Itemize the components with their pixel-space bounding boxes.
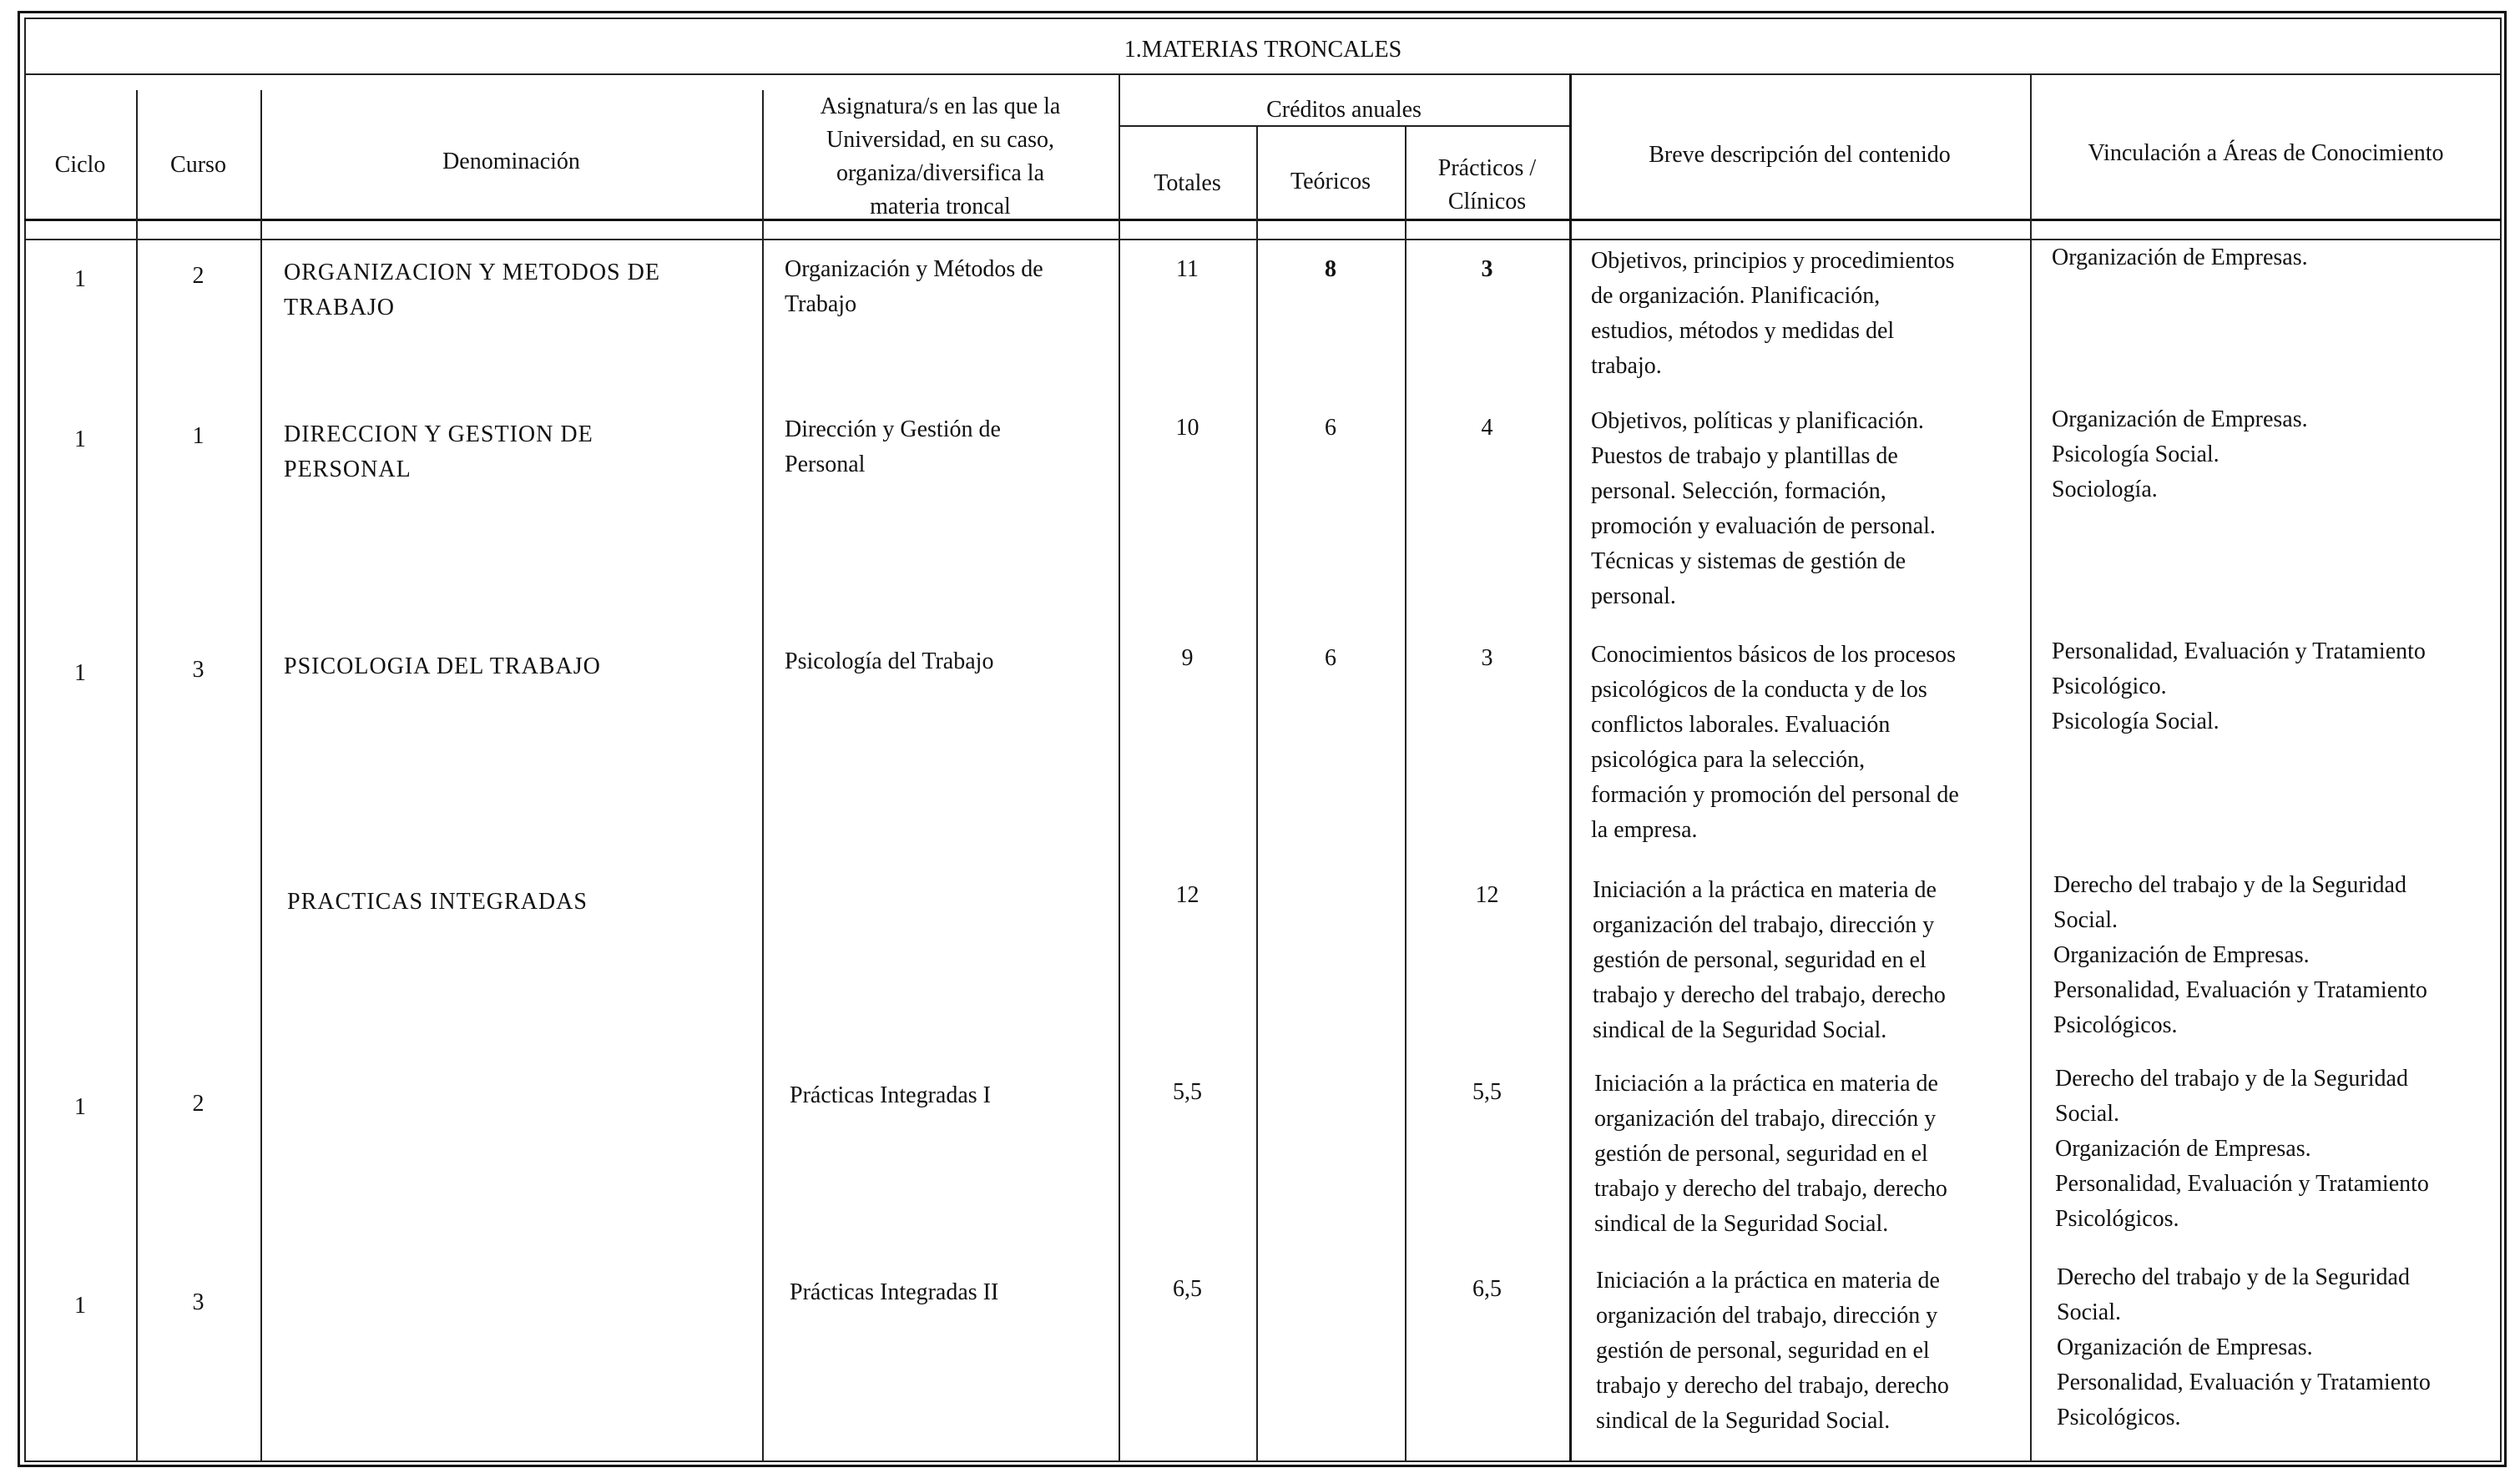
cell-totales: 5,5	[1173, 1079, 1202, 1105]
cell-totales: 6,5	[1173, 1276, 1202, 1302]
cell-practicos: 3	[1481, 256, 1493, 282]
header-totales: Totales	[1154, 170, 1221, 196]
cell-descripcion: Objetivos, principios y procedimientos de organización. Planificación, estudios, métodos y medidas del trabajo.	[1591, 248, 1955, 379]
header-vinculacion: Vinculación a Áreas de Conocimiento	[2088, 140, 2444, 166]
cell-practicos: 12	[1475, 882, 1499, 908]
inner-border	[24, 18, 2502, 1462]
cell-asignatura: Prácticas Integradas I	[790, 1082, 991, 1108]
cell-asignatura: Dirección y Gestión de Personal	[785, 416, 1001, 477]
cell-denominacion: ORGANIZACION Y METODOS DE TRABAJO	[284, 260, 660, 320]
header-ciclo: Ciclo	[54, 152, 106, 178]
col-divider-8	[2030, 73, 2032, 1462]
cell-totales: 11	[1176, 256, 1199, 282]
header-denominacion: Denominación	[442, 149, 580, 174]
header-asignatura: Asignatura/s en las que la Universidad, en su caso, organiza/diversifica la materia troncal	[820, 93, 1061, 219]
cell-ciclo: 1	[74, 1094, 86, 1120]
cell-denominacion: PRACTICAS INTEGRADAS	[287, 889, 588, 915]
cell-totales: 10	[1175, 415, 1199, 441]
col-divider-6	[1405, 125, 1406, 1462]
header-practicos: Prácticos / Clínicos	[1437, 155, 1537, 214]
cell-vinculacion: Derecho del trabajo y de la Seguridad Social. Organización de Empresas. Personalidad, Evaluación y Tratamiento Psicológicos.	[2053, 872, 2427, 1038]
header-teoricos: Teóricos	[1290, 169, 1371, 194]
cell-teoricos: 8	[1325, 256, 1336, 282]
cell-vinculacion: Derecho del trabajo y de la Seguridad Social. Organización de Empresas. Personalidad, Evaluación y Tratamiento Psicológicos.	[2057, 1264, 2431, 1430]
cell-descripcion: Iniciación a la práctica en materia de organización del trabajo, dirección y gestión de personal, seguridad en el trabajo y derecho del trabajo, derecho sindical de la Seguridad Social.	[1594, 1071, 1947, 1237]
cell-curso: 3	[192, 657, 205, 683]
cell-ciclo: 1	[74, 426, 86, 452]
col-divider-7	[1569, 73, 1572, 1462]
header-curso: Curso	[170, 152, 226, 178]
cell-practicos: 3	[1481, 645, 1493, 671]
cell-descripcion: Conocimientos básicos de los procesos psicológicos de la conducta y de los conflictos laborales. Evaluación psicológica para la selección, formación y promoción del personal de la empresa.	[1591, 642, 1959, 843]
cell-curso: 1	[192, 423, 205, 449]
cell-totales: 12	[1175, 882, 1199, 908]
cell-ciclo: 1	[74, 660, 86, 686]
cell-teoricos: 6	[1325, 415, 1336, 441]
cell-asignatura: Organización y Métodos de Trabajo	[785, 256, 1043, 317]
cell-practicos: 4	[1481, 415, 1493, 441]
cell-descripcion: Iniciación a la práctica en materia de organización del trabajo, dirección y gestión de personal, seguridad en el trabajo y derecho del trabajo, derecho sindical de la Seguridad Social.	[1593, 877, 1946, 1043]
cell-curso: 3	[192, 1289, 205, 1315]
cell-vinculacion: Organización de Empresas. Psicología Social. Sociología.	[2052, 406, 2308, 502]
header-descripcion: Breve descripción del contenido	[1649, 142, 1951, 168]
cell-denominacion: PSICOLOGIA DEL TRABAJO	[284, 653, 601, 679]
header-divider	[24, 219, 2502, 221]
cell-vinculacion: Derecho del trabajo y de la Seguridad Social. Organización de Empresas. Personalidad, Evaluación y Tratamiento Psicológicos.	[2055, 1066, 2429, 1232]
cell-denominacion: DIRECCION Y GESTION DE PERSONAL	[284, 421, 593, 482]
title-divider	[24, 73, 2502, 75]
col-divider-3	[762, 90, 764, 1462]
col-divider-5	[1256, 125, 1258, 1462]
col-divider-1	[136, 90, 138, 1462]
cell-practicos: 6,5	[1472, 1276, 1502, 1302]
cell-descripcion: Objetivos, políticas y planificación. Puestos de trabajo y plantillas de personal. Selección, formación, promoción y evaluación de personal. Técnicas y sistemas de gestión de personal.	[1591, 408, 1936, 609]
cell-curso: 2	[192, 263, 205, 289]
cell-teoricos: 6	[1325, 645, 1336, 671]
cell-totales: 9	[1181, 645, 1194, 671]
cell-asignatura: Prácticas Integradas II	[790, 1279, 999, 1305]
cell-curso: 2	[192, 1091, 205, 1117]
header-creditos: Créditos anuales	[1266, 97, 1422, 123]
cell-descripcion: Iniciación a la práctica en materia de organización del trabajo, dirección y gestión de personal, seguridad en el trabajo y derecho del trabajo, derecho sindical de la Seguridad Social.	[1596, 1268, 1949, 1434]
col-divider-2	[260, 90, 262, 1462]
cell-ciclo: 1	[74, 266, 86, 292]
table-title: 1.MATERIAS TRONCALES	[1124, 37, 1402, 63]
cell-asignatura: Psicología del Trabajo	[785, 648, 994, 674]
cell-ciclo: 1	[74, 1293, 86, 1319]
cell-practicos: 5,5	[1472, 1079, 1502, 1105]
cell-vinculacion: Personalidad, Evaluación y Tratamiento Psicológico. Psicología Social.	[2052, 638, 2426, 734]
cell-vinculacion: Organización de Empresas.	[2052, 245, 2308, 270]
